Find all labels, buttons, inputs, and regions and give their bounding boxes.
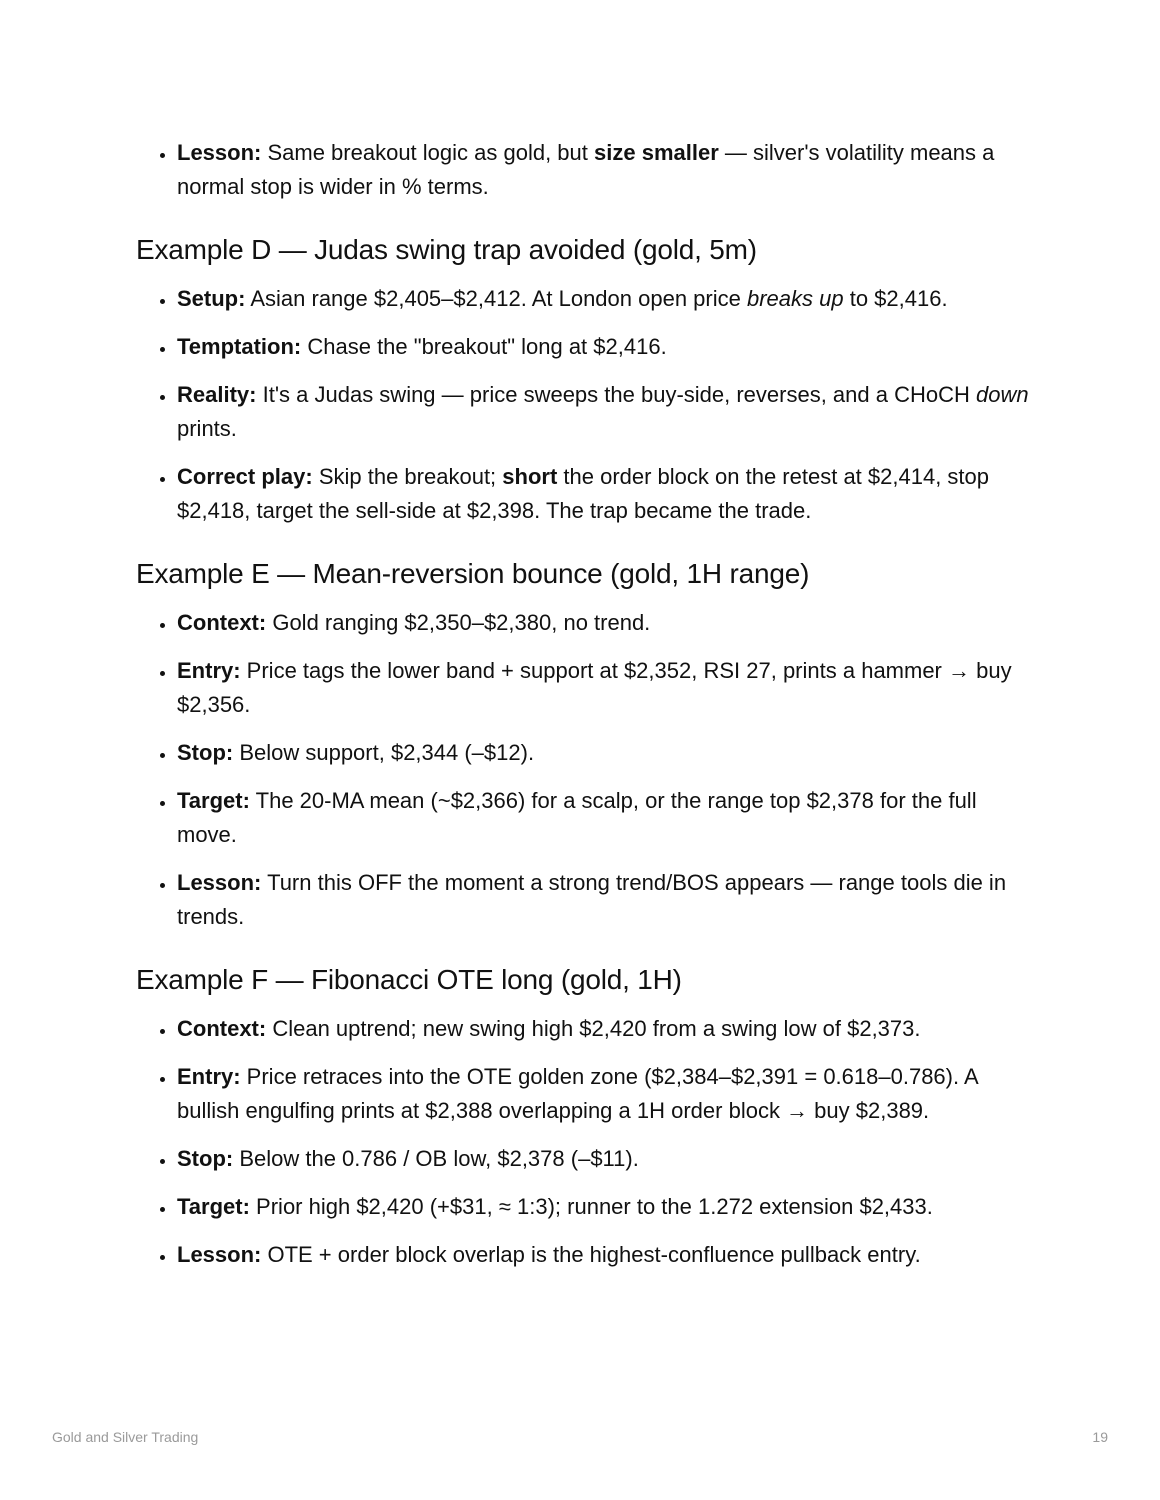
item-label: Context: (177, 610, 267, 635)
item-text: — silver's volatility means a normal stop is wider in % terms. (177, 140, 995, 199)
item-text: OTE + order block overlap is the highest-confluence pullback entry. (261, 1242, 921, 1267)
list-item-context (177, 1012, 1036, 1046)
list-item-temptation (177, 330, 1036, 364)
list-item-reality (177, 378, 1036, 446)
item-italic: down (976, 382, 1029, 407)
section-heading-example-d: Example D — Judas swing trap avoided (gold, 5m) (136, 234, 757, 265)
list-item (177, 136, 1036, 204)
list-item-context (177, 606, 1036, 640)
item-text: Below support, $2,344 (–$12). (233, 740, 535, 765)
section-heading-example-f: Example F — Fibonacci OTE long (gold, 1H) (136, 964, 682, 995)
item-text: It's a Judas swing — price sweeps the buy-side, reverses, and a CHoCH (256, 382, 976, 407)
item-label: Correct play: (177, 464, 313, 489)
item-text: Gold ranging $2,350–$2,380, no trend. (266, 610, 651, 635)
item-text: Below the 0.786 / OB low, $2,378 (–$11). (233, 1146, 639, 1171)
list-item-entry (177, 1060, 1036, 1128)
item-text: Price retraces into the OTE golden zone ($2,384–$2,391 = 0.618–0.786). A bullish engulfing prints at $2,388 overlapping a 1H order block → buy $2,389. (177, 1064, 978, 1123)
example-d-list (136, 282, 1036, 528)
section-heading-example-e: Example E — Mean-reversion bounce (gold, 1H range) (136, 558, 810, 589)
page-number: 19 (1092, 1429, 1108, 1445)
intro-list (136, 136, 1036, 204)
item-text: Skip the breakout; (312, 464, 503, 489)
list-item-correct-play (177, 460, 1036, 528)
item-text: the order block on the retest at $2,414, stop $2,418, target the sell-side at $2,398. The trap became the trade. (177, 464, 989, 523)
list-item-target (177, 1190, 1036, 1224)
item-label: Setup: (177, 286, 246, 311)
item-label: Lesson: (177, 140, 262, 165)
item-text: The 20-MA mean (~$2,366) for a scalp, or the range top $2,378 for the full move. (177, 788, 977, 847)
list-item-target (177, 784, 1036, 852)
list-item-lesson (177, 866, 1036, 934)
page-content (136, 136, 1036, 1286)
item-text: Asian range $2,405–$2,412. At London open price (245, 286, 747, 311)
item-text: Same breakout logic as gold, but (261, 140, 595, 165)
item-label: Temptation: (177, 334, 302, 359)
item-label: Lesson: (177, 870, 262, 895)
item-text: to $2,416. (843, 286, 948, 311)
list-item-lesson (177, 1238, 1036, 1272)
item-label: Target: (177, 788, 250, 813)
item-label: Target: (177, 1194, 250, 1219)
item-label: Entry: (177, 658, 241, 683)
list-item-stop (177, 736, 1036, 770)
item-text: Prior high $2,420 (+$31, ≈ 1:3); runner to the 1.272 extension $2,433. (249, 1194, 933, 1219)
item-label: Lesson: (177, 1242, 262, 1267)
item-label: Context: (177, 1016, 267, 1041)
item-emphasis: short (502, 464, 558, 489)
item-text: prints. (177, 416, 237, 441)
footer-title: Gold and Silver Trading (52, 1429, 199, 1445)
list-item-setup (177, 282, 1036, 316)
list-item-stop (177, 1142, 1036, 1176)
item-italic: breaks up (746, 286, 844, 311)
item-emphasis: size smaller (594, 140, 719, 165)
item-text: Price tags the lower band + support at $2,352, RSI 27, prints a hammer → buy $2,356. (177, 658, 1012, 717)
example-f-list (136, 1012, 1036, 1272)
list-item-entry (177, 654, 1036, 722)
example-e-list (136, 606, 1036, 934)
item-text: Turn this OFF the moment a strong trend/BOS appears — range tools die in trends. (177, 870, 1007, 929)
item-text: Clean uptrend; new swing high $2,420 from a swing low of $2,373. (266, 1016, 921, 1041)
item-label: Stop: (177, 740, 234, 765)
item-label: Entry: (177, 1064, 241, 1089)
item-label: Reality: (177, 382, 257, 407)
item-label: Stop: (177, 1146, 234, 1171)
item-text: Chase the "breakout" long at $2,416. (301, 334, 667, 359)
